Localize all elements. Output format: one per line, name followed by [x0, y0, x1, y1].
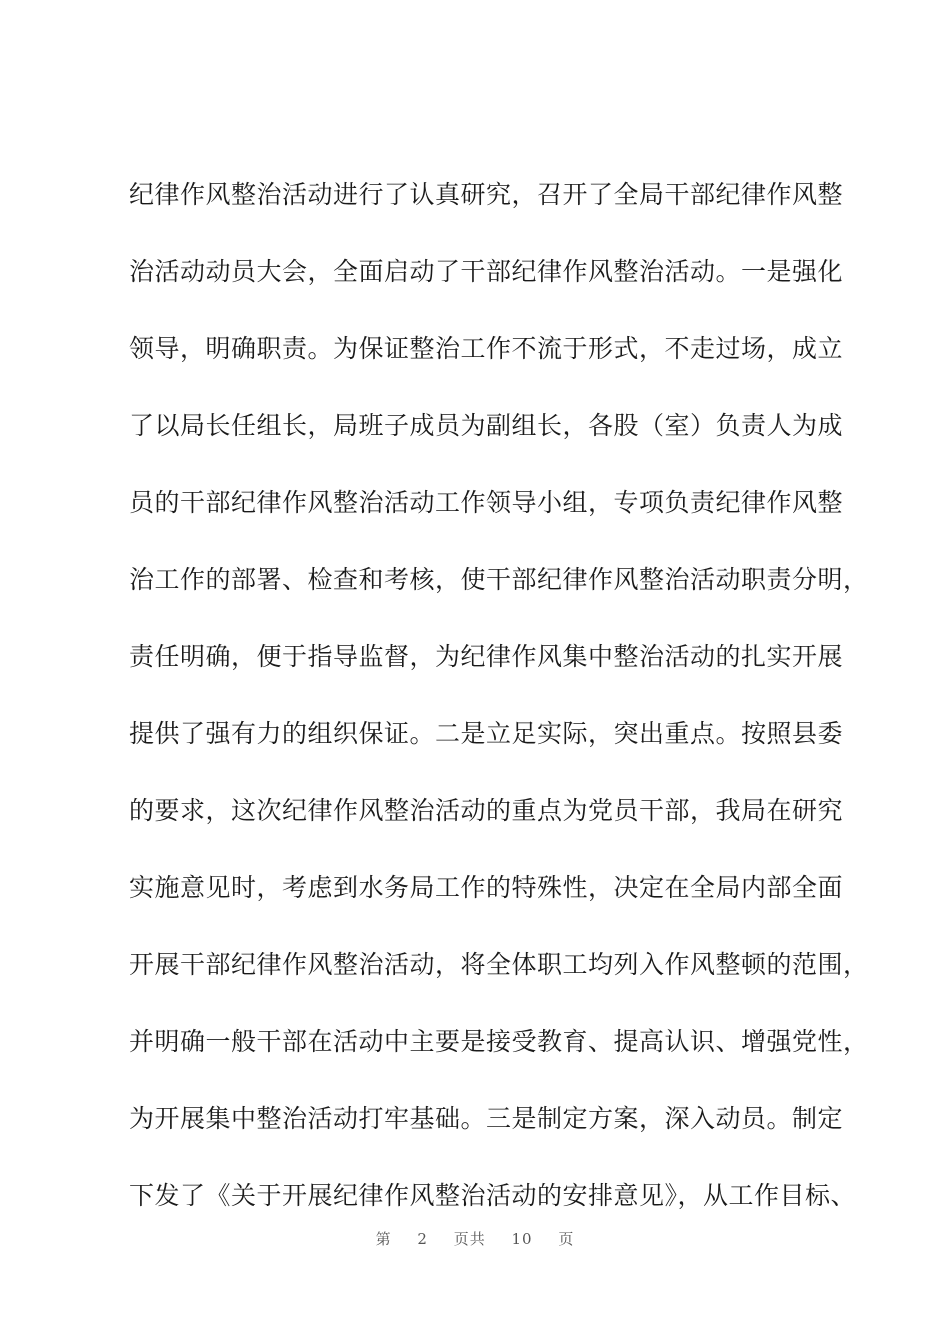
text-line: 了以局长任组长，局班子成员为副组长，各股（室）负责人为成	[129, 411, 844, 440]
text-line: 下发了《关于开展纪律作风整治活动的安排意见》，从工作目标、	[129, 1181, 857, 1210]
body-text	[129, 170, 869, 1248]
text-line: 治活动动员大会，全面启动了干部纪律作风整治活动。一是强化	[129, 257, 844, 286]
footer-total-pages: 10	[511, 1230, 533, 1248]
text-line: 员的干部纪律作风整治活动工作领导小组，专项负责纪律作风整	[129, 488, 844, 517]
footer-suffix: 页	[558, 1230, 575, 1248]
text-line: 治工作的部署、检查和考核，使干部纪律作风整治活动职责分明，	[129, 565, 869, 594]
footer-middle: 页共	[453, 1230, 486, 1248]
text-line: 责任明确，便于指导监督，为纪律作风集中整治活动的扎实开展	[129, 642, 844, 671]
text-line: 实施意见时，考虑到水务局工作的特殊性，决定在全局内部全面	[129, 873, 844, 902]
text-line: 领导，明确职责。为保证整治工作不流于形式，不走过场，成立	[129, 334, 844, 363]
footer-current-page: 2	[417, 1230, 428, 1248]
text-line: 为开展集中整治活动打牢基础。三是制定方案，深入动员。制定	[129, 1104, 844, 1133]
text-line: 纪律作风整治活动进行了认真研究，召开了全局干部纪律作风整	[129, 180, 844, 209]
page-footer	[0, 1228, 950, 1249]
text-line: 开展干部纪律作风整治活动，将全体职工均列入作风整顿的范围，	[129, 950, 869, 979]
text-line: 提供了强有力的组织保证。二是立足实际，突出重点。按照县委	[129, 719, 844, 748]
footer-prefix: 第	[375, 1230, 392, 1248]
text-line: 并明确一般干部在活动中主要是接受教育、提高认识、增强党性，	[129, 1027, 869, 1056]
text-line: 的要求，这次纪律作风整治活动的重点为党员干部，我局在研究	[129, 796, 844, 825]
